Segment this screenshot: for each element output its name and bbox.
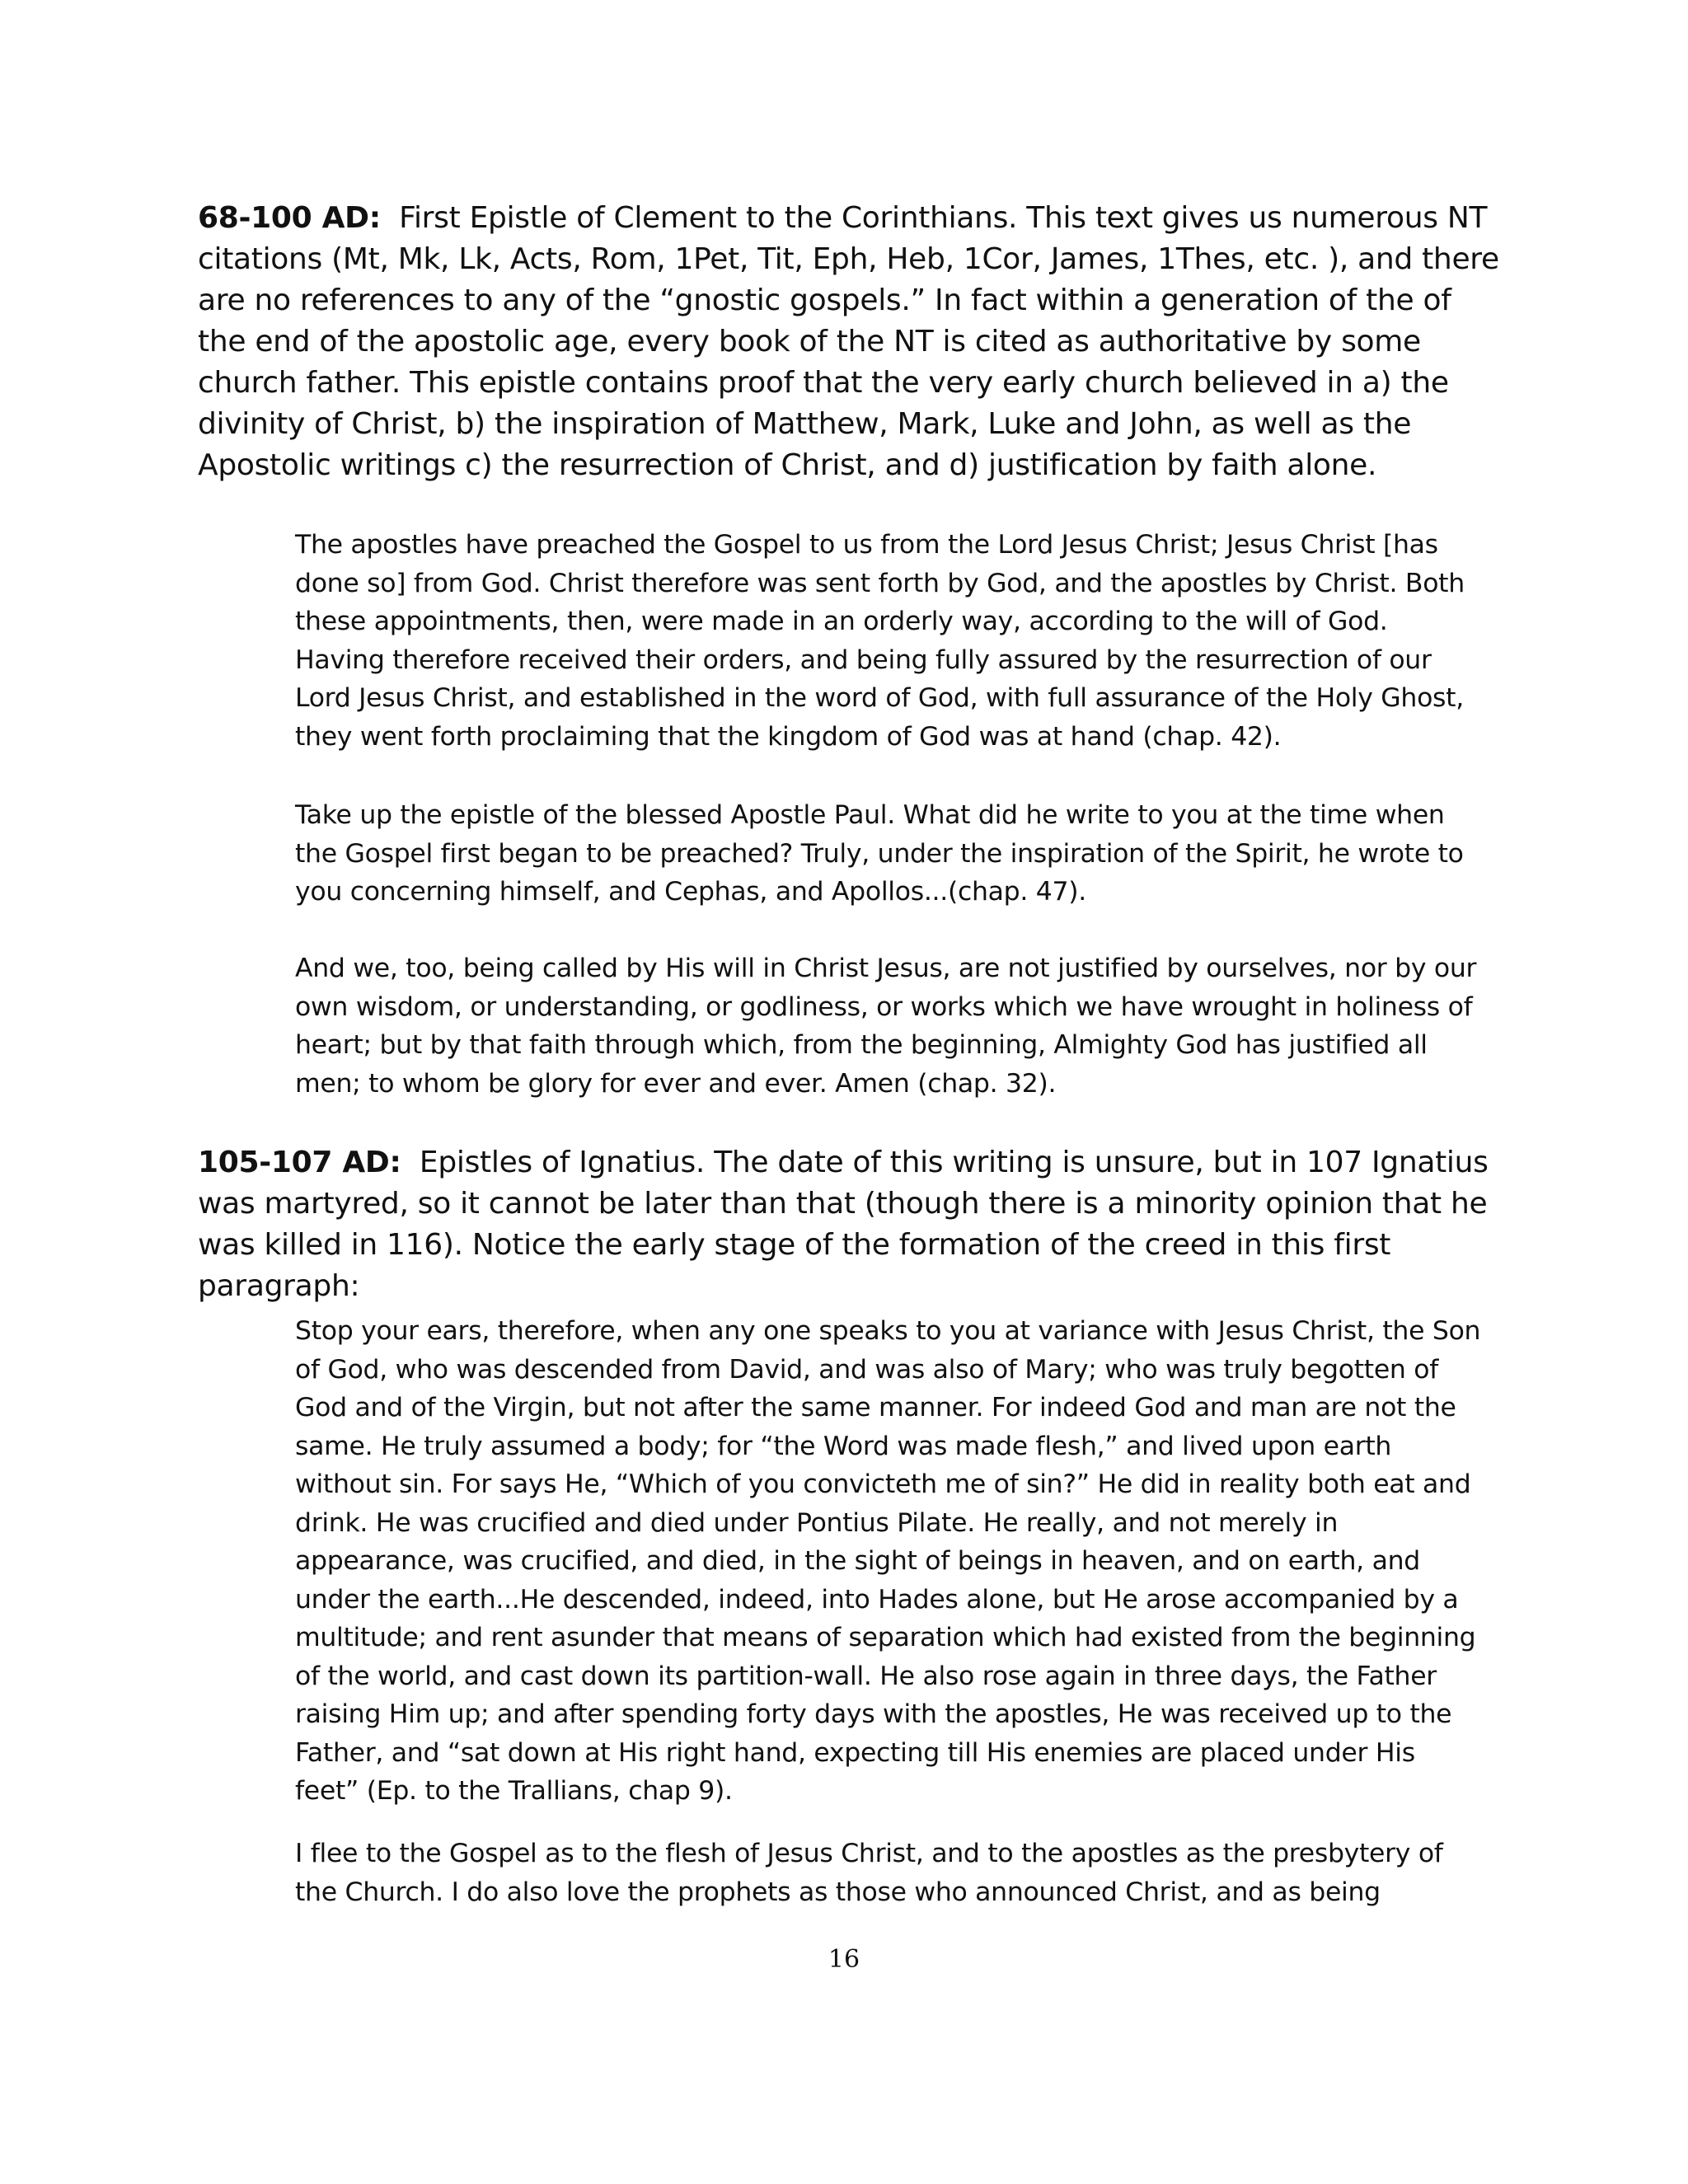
clement-summary: First Epistle of Clement to the Corinthians. This text gives us numerous NT citations (Mt, Mk, Lk, Acts, Rom, 1Pet, Tit, Eph, Heb, 1Cor, James, 1Thes, etc. ), and there are no references to any of the “gnostic gospels.” In fact within a generation of the of the end of the apostolic age, every book of the NT is cited as authoritative by some church father. This epistle contains proof that the very early church believed in a) the divinity of Christ, b) the inspiration of Matthew, Mark, Luke and John, as well as the Apostolic writings c) the resurrection of Christ, and d) justification by faith alone. <box>198 201 1499 482</box>
clement-date: 68-100 AD: <box>198 201 381 235</box>
ignatius-quote-2: I flee to the Gospel as to the flesh of Jesus Christ, and to the apostles as the presbytery of the Church. I do also love the prophets as those who announced Christ, and as being <box>295 1839 1443 1907</box>
clement-quote-3: And we, too, being called by His will in Christ Jesus, are not justified by ourselves, nor by our own wisdom, or understanding, or godliness, or works which we have wrought in holiness of heart; but by that faith through which, from the beginning, Almighty God has justified all men; to whom be glory for ever and ever. Amen (chap. 32). <box>295 954 1477 1099</box>
ignatius-date: 105-107 AD: <box>198 1146 401 1179</box>
page-number: 16 <box>828 1945 860 1974</box>
ignatius-quote-1: Stop your ears, therefore, when any one speaks to you at variance with Jesus Christ, the Son of God, who was descended from David, and was also of Mary; who was truly begotten of God and of the Virgin, but not after the same manner. For indeed God and man are not the same. He truly assumed a body; for “the Word was made flesh,” and lived upon earth without sin. For says He, “Which of you convicteth me of sin?” He did in reality both eat and drink. He was crucified and died under Pontius Pilate. He really, and not merely in appearance, was crucified, and died, in the sight of beings in heaven, and on earth, and under the earth...He descended, indeed, into Hades alone, but He arose accompanied by a multitude; and rent asunder that means of separation which had existed from the beginning of the world, and cast down its partition-wall. He also rose again in three days, the Father raising Him up; and after spending forty days with the apostles, He was received up to the Father, and “sat down at His right hand, expecting till His enemies are placed under His feet” (Ep. to the Trallians, chap 9). <box>295 1316 1481 1806</box>
ignatius-summary: Epistles of Ignatius. The date of this writing is unsure, but in 107 Ignatius was martyred, so it cannot be later than that (though there is a minority opinion that he was killed in 116). Notice the early stage of the formation of the creed in this first paragraph: <box>198 1146 1489 1303</box>
clement-entry <box>198 198 1500 486</box>
ignatius-entry <box>198 1142 1500 1307</box>
clement-quote-2: Take up the epistle of the blessed Apostle Paul. What did he write to you at the time when the Gospel first began to be preached? Truly, under the inspiration of the Spirit, he wrote to you concerning himself, and Cephas, and Apollos...(chap. 47). <box>295 800 1464 907</box>
clement-quote-1: The apostles have preached the Gospel to us from the Lord Jesus Christ; Jesus Christ [has done so] from God. Christ therefore was sent forth by God, and the apostles by Christ. Both these appointments, then, were made in an orderly way, according to the will of God. Having therefore received their orders, and being fully assured by the resurrection of our Lord Jesus Christ, and established in the word of God, with full assurance of the Holy Ghost, they went forth proclaiming that the kingdom of God was at hand (chap. 42). <box>295 530 1465 752</box>
